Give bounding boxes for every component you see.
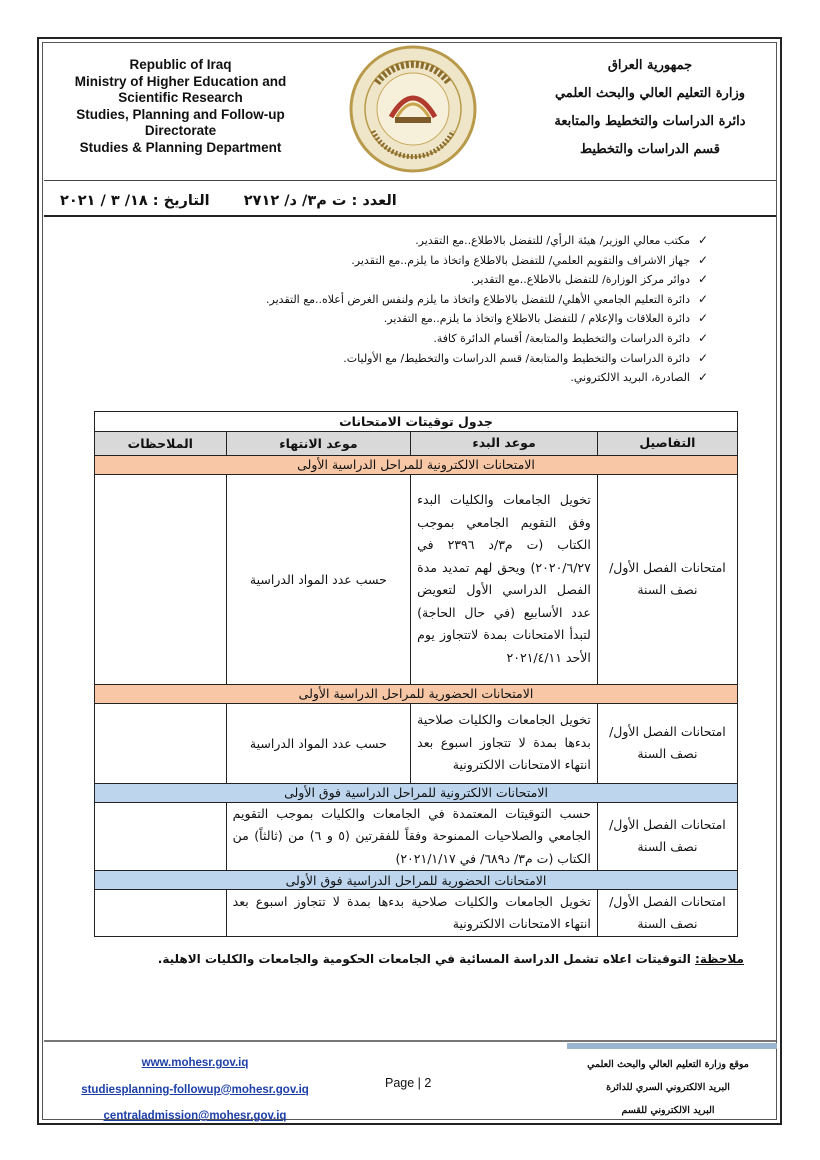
section-row: الامتحانات الالكترونية للمراحل الدراسية فوق الأولى (95, 783, 738, 802)
footer-links (60, 1050, 330, 1130)
col-header-details: التفاصيل (597, 432, 737, 456)
section-row: الامتحانات الحضورية للمراحل الدراسية الأولى (95, 684, 738, 703)
reference-date: التاريخ : ١٨/ ٣ / ٢٠٢١ (60, 193, 210, 209)
checkmark-icon: ✓ (697, 330, 708, 345)
header-en-line: Ministry of Higher Education and (74, 73, 287, 89)
start-cell: تخويل الجامعات والكليات البدء وفق التقويم الجامعي بموجب الكتاب (ت م٣/د ٢٣٩٦ في ٢٠٢٠/٦/٢٧) ويحق لهم تمديد مدة الفصل الدراسي الأول لتعويض عدد الأسابيع (في حال الحاجة) لتبدأ الامتحانات بمدة لاتتجاوز يوم الأحد ٢٠٢١/٤/١١ (411, 474, 598, 684)
cc-item: ✓دائرة الدراسات والتخطيط والمتابعة/ قسم الدراسات والتخطيط/ مع الأوليات. (148, 349, 708, 369)
exam-schedule-table (94, 411, 738, 937)
cc-item: ✓دائرة العلاقات والإعلام / للتفضل بالاطلاع واتخاذ ما يلزم..مع التقدير. (148, 309, 708, 329)
cc-item: ✓مكتب معالي الوزير/ هيئة الرأي/ للتفضل بالاطلاع..مع التقدير. (148, 231, 708, 251)
header-ar-line: وزارة التعليم العالي والبحث العلمي (554, 86, 746, 101)
header-ar-line: قسم الدراسات والتخطيط (580, 142, 720, 157)
header-en-line: Studies & Planning Department (79, 139, 282, 155)
header-english (58, 57, 303, 156)
header-ar-line: دائرة الدراسات والتخطيط والمتابعة (554, 114, 746, 129)
department-email-link[interactable]: centraladmission@mohesr.gov.iq (103, 1110, 287, 1122)
checkmark-icon: ✓ (697, 252, 708, 267)
end-cell: حسب عدد المواد الدراسية (226, 474, 411, 684)
section-row: الامتحانات الحضورية للمراحل الدراسية فوق الأولى (95, 871, 738, 890)
table-title: جدول توقيتات الامتحانات (95, 412, 738, 432)
details-cell: امتحانات الفصل الأول/ نصف السنة (597, 703, 737, 783)
cc-item: ✓جهاز الاشراف والتقويم العلمي/ للتفضل بالاطلاع واتخاذ ما يلزم..مع التقدير. (148, 251, 708, 271)
ministry-seal-logo (347, 43, 479, 175)
start-cell: تخويل الجامعات والكليات صلاحية بدءها بمدة لا تتجاوز اسبوع بعد انتهاء الامتحانات الالكترونية (411, 703, 598, 783)
header-en-line: Scientific Research (118, 90, 243, 105)
checkmark-icon: ✓ (697, 233, 708, 247)
footer-ar-line: البريد الالكتروني السري للدائرة (606, 1082, 730, 1093)
footnote (158, 952, 744, 966)
details-cell: امتحانات الفصل الأول/ نصف السنة (597, 474, 737, 684)
footer-arabic (558, 1053, 778, 1122)
cc-item: ✓دائرة الدراسات والتخطيط والمتابعة/ أقسام الدائرة كافة. (148, 329, 708, 349)
end-cell: حسب عدد المواد الدراسية (226, 703, 411, 783)
checkmark-icon: ✓ (697, 272, 708, 287)
header-en-line: Directorate (144, 123, 217, 138)
notes-cell (95, 703, 227, 783)
details-cell: امتحانات الفصل الأول/ نصف السنة (597, 890, 737, 937)
cc-item: ✓دوائر مركز الوزارة/ للتفضل بالاطلاع..مع التقدير. (148, 270, 708, 290)
footer-ar-line: البريد الالكتروني للقسم (621, 1105, 715, 1116)
details-cell: امتحانات الفصل الأول/ نصف السنة (597, 802, 737, 871)
notes-cell (95, 802, 227, 871)
header-divider (44, 180, 776, 181)
reference-number: العدد : ت م٣/ د/ ٢٧١٢ (243, 193, 397, 209)
cc-item: ✓الصادرة، البريد الالكتروني. (148, 368, 708, 388)
checkmark-icon: ✓ (697, 291, 708, 306)
checkmark-icon: ✓ (697, 350, 708, 365)
footer-ar-line: موقع وزارة التعليم العالي والبحث العلمي (587, 1059, 749, 1070)
checkmark-icon: ✓ (697, 311, 708, 326)
reference-line (60, 193, 397, 209)
col-header-start: موعد البدء (411, 432, 598, 456)
notes-cell (95, 474, 227, 684)
header-en-line: Republic of Iraq (129, 57, 232, 72)
footnote-text: التوقيتات اعلاه تشمل الدراسة المسائية في الجامعات الحكومية والجامعات والكليات الاهلية. (157, 952, 696, 966)
checkmark-icon: ✓ (697, 370, 708, 385)
footer-divider (44, 1040, 776, 1042)
footnote-label: ملاحظة: (695, 952, 744, 966)
website-link[interactable]: www.mohesr.gov.iq (141, 1057, 249, 1069)
header-en-line: Studies, Planning and Follow-up (76, 106, 285, 122)
page-number: Page | 2 (385, 1076, 432, 1090)
notes-cell (95, 890, 227, 937)
col-header-notes: الملاحظات (95, 432, 227, 456)
footer-accent-bar (567, 1043, 777, 1049)
timing-cell: حسب التوقيتات المعتمدة في الجامعات والكليات بموجب التقويم الجامعي والصلاحيات الممنوحة وفقاً للفقرتين (٥ و ٦) من (ثالثاً) من الكتاب (ت م٣/ د٦٨٩/ في ٢٠٢١/١/١٧) (226, 802, 597, 871)
cc-list (148, 231, 708, 388)
col-header-end: موعد الانتهاء (226, 432, 411, 456)
section-row: الامتحانات الالكترونية للمراحل الدراسية الأولى (95, 455, 738, 474)
timing-cell: تخويل الجامعات والكليات صلاحية بدءها بمدة لا تتجاوز اسبوع بعد انتهاء الامتحانات الالكترونية (226, 890, 597, 937)
header-arabic (540, 52, 760, 164)
directorate-email-link[interactable]: studiesplanning-followup@mohesr.gov.iq (81, 1083, 309, 1096)
cc-item: ✓دائرة التعليم الجامعي الأهلي/ للتفضل بالاطلاع واتخاذ ما يلزم ولنفس الغرض أعلاه..مع التقدير. (148, 290, 708, 310)
header-ar-line: جمهورية العراق (607, 58, 693, 73)
reference-divider (44, 215, 776, 217)
